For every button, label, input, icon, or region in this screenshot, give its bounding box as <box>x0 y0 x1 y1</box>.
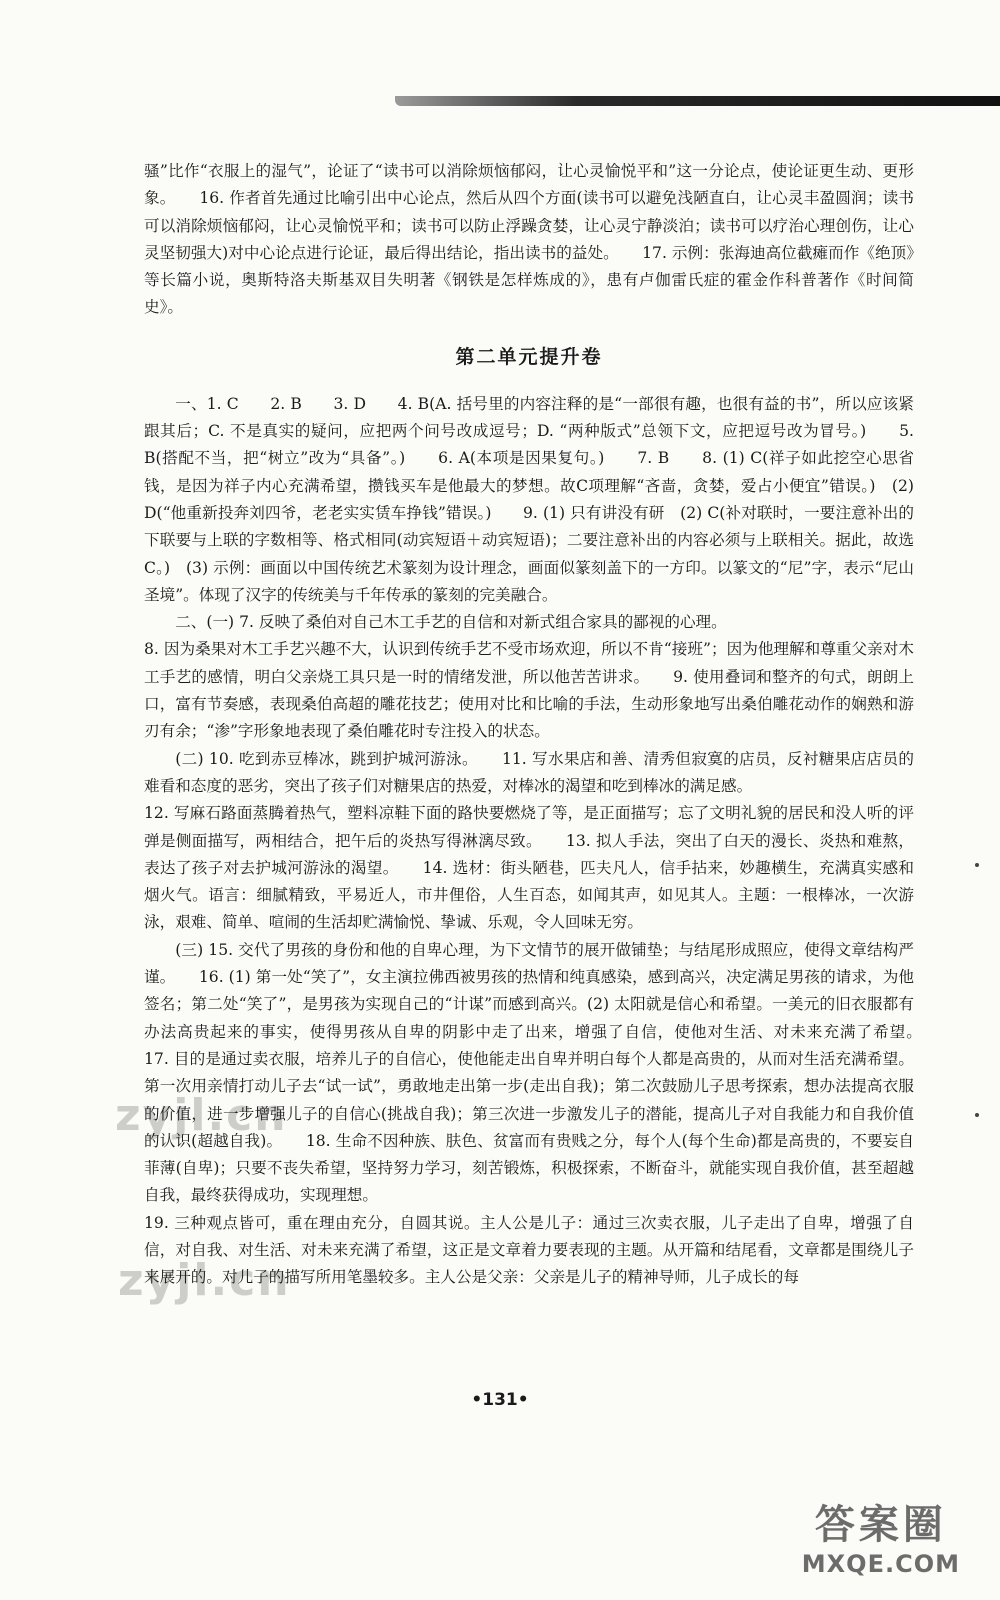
header-rule <box>395 96 1000 106</box>
answer-paragraph: (二) 10. 吃到赤豆棒冰，跳到护城河游泳。 11. 写水果店和善、清秀但寂寞的店员，反衬糖果店店员的难看和态度的恶劣，突出了孩子们对糖果店的热爱，对棒冰的渴望和吃到棒冰的满足感。 <box>144 749 914 795</box>
site-logo <box>802 1493 960 1578</box>
answer-paragraph: (三) 15. 交代了男孩的身份和他的自卑心理，为下文情节的展开做铺垫；与结尾形成照应，使得文章结构严谨。 16. (1) 第一处“笑了”，女主演拉佛西被男孩的热情和纯真感染，感到高兴，决定满足男孩的请求，为他签名；第二处“笑了”，是男孩为实现自己的“计谋”而感到高兴。(2) 太阳就是信心和希望。一美元的旧衣服都有办法高贵起来的事实，使得男孩从自卑的阴影中走了出来，增强了自信，使他对生活、对未来充满了希望。 17. 目的是通过卖衣服，培养儿子的自信心，使他能走出自卑并明白每个人都是高贵的，从而对生活充满希望。第一次用亲情打动儿子去“试一试”，勇敢地走出第一步(走出自我)；第二次鼓励儿子思考探索，想办法提高衣服的价值，进一步增强儿子的自信心(挑战自我)；第三次进一步激发儿子的潜能，提高儿子对自我能力和自我价值的认识(超越自我)。 18. 生命不因种族、肤色、贫富而有贵贱之分，每个人(每个生命)都是高贵的，不要妄自菲薄(自卑)；只要不丧失希望，坚持努力学习，刻苦锻炼，积极探索，不断奋斗，就能实现自我价值，甚至超越自我，最终获得成功，实现理想。 <box>144 940 946 1205</box>
scan-speck <box>975 863 979 867</box>
section-title: 第二单元提升卷 <box>455 345 603 368</box>
logo-text-en: MXQE.COM <box>801 1550 960 1578</box>
answer-paragraph: 12. 写麻石路面蒸腾着热气，塑料凉鞋下面的路快要燃烧了等，是正面描写；忘了文明礼貌的居民和没人听的评弹是侧面描写，两相结合，把午后的炎热写得淋漓尽致。 13. 拟人手法，突出了白天的漫长、炎热和难熬，表达了孩子对去护城河游泳的渴望。 14. 选材：街头陋巷，匹夫凡人，信手拈来，妙趣横生，充满真实感和烟火气。语言：细腻精致，平易近人，市井俚俗，人生百态，如闻其声，如见其人。主题：一根棒冰，一次游泳，艰难、简单、喧闹的生活却贮满愉悦、挚诚、乐观，令人回味无穷。 <box>144 804 914 932</box>
intro-paragraph: 骚”比作“衣服上的湿气”，论证了“读书可以消除烦恼郁闷，让心灵愉悦平和”这一分论点，使论证更生动、更形象。 16. 作者首先通过比喻引出中心论点，然后从四个方面(读书可以避免浅陋直白，让心灵丰盈圆润；读书可以消除烦恼郁闷，让心灵愉悦平和；读书可以防止浮躁贪婪，让心灵宁静淡泊；读书可以疗治心理创伤，让心灵坚韧强大)对中心论点进行论证，最后得出结论，指出读书的益处。 17. 示例：张海迪高位截瘫而作《绝顶》等长篇小说，奥斯特洛夫斯基双目失明著《钢铁是怎样炼成的》，患有卢伽雷氏症的霍金作科普著作《时间简史》。 <box>144 162 914 317</box>
watermark: zyjl.cn <box>115 1090 288 1141</box>
answer-paragraph: 二、(一) 7. 反映了桑伯对自己木工手艺的自信和对新式组合家具的鄙视的心理。 <box>175 613 727 632</box>
scan-speck <box>975 1113 979 1117</box>
watermark: zyjl.cn <box>118 1255 291 1306</box>
answer-paragraph: 19. 三种观点皆可，重在理由充分，自圆其说。主人公是儿子：通过三次卖衣服，儿子走出了自卑，增强了自信，对自我、对生活、对未来充满了希望，这正是文章着力要表现的主题。从开篇和结尾看，文章都是围绕儿子来展开的。对儿子的描写所用笔墨较多。主人公是父亲：父亲是儿子的精神导师，儿子成长的每 <box>144 1213 914 1287</box>
answer-paragraph: 8. 因为桑果对木工手艺兴趣不大，认识到传统手艺不受市场欢迎，所以不肯“接班”；因为他理解和尊重父亲对木工手艺的感情，明白父亲烧工具只是一时的情绪发泄，所以他苦苦讲求。 9. 使用叠词和整齐的句式，朗朗上口，富有节奏感，表现桑伯高超的雕花技艺；使用对比和比喻的手法，生动形象地写出桑伯雕花动作的娴熟和游刃有余；“渗”字形象地表现了桑伯雕花时专注投入的状态。 <box>144 640 914 741</box>
page-number: •131• <box>471 1390 529 1410</box>
logo-text-cn: 答案圈 <box>814 1502 947 1548</box>
answer-paragraph: 一、1. C 2. B 3. D 4. B(A. 括号里的内容注释的是“一部很有趣，也很有益的书”，所以应该紧跟其后；C. 不是真实的疑问，应把两个问号改成逗号；D. “两种版式”总领下文，应把逗号改为冒号。) 5. B(搭配不当，把“树立”改为“具备”。) 6. A(本项是因果复句。) 7. B 8. (1) C(祥子如此挖空心思省钱，是因为祥子内心充满希望，攒钱买车是他最大的梦想。故C项理解“吝啬，贪婪，爱占小便宜”错误。) (2) D(“他重新投奔刘四爷，老老实实赁车挣钱”错误。) 9. (1) 只有讲没有研 (2) C(补对联时，一要注意补出的下联要与上联的字数相等、格式相同(动宾短语＋动宾短语)；二要注意补出的内容必须与上联相关。据此，故选C。) (3) 示例：画面以中国传统艺术篆刻为设计理念，画面似篆刻盖下的一方印。以篆文的“尼”字，表示“尼山圣境”。体现了汉字的传统美与千年传承的篆刻的完美融合。 <box>144 394 919 604</box>
